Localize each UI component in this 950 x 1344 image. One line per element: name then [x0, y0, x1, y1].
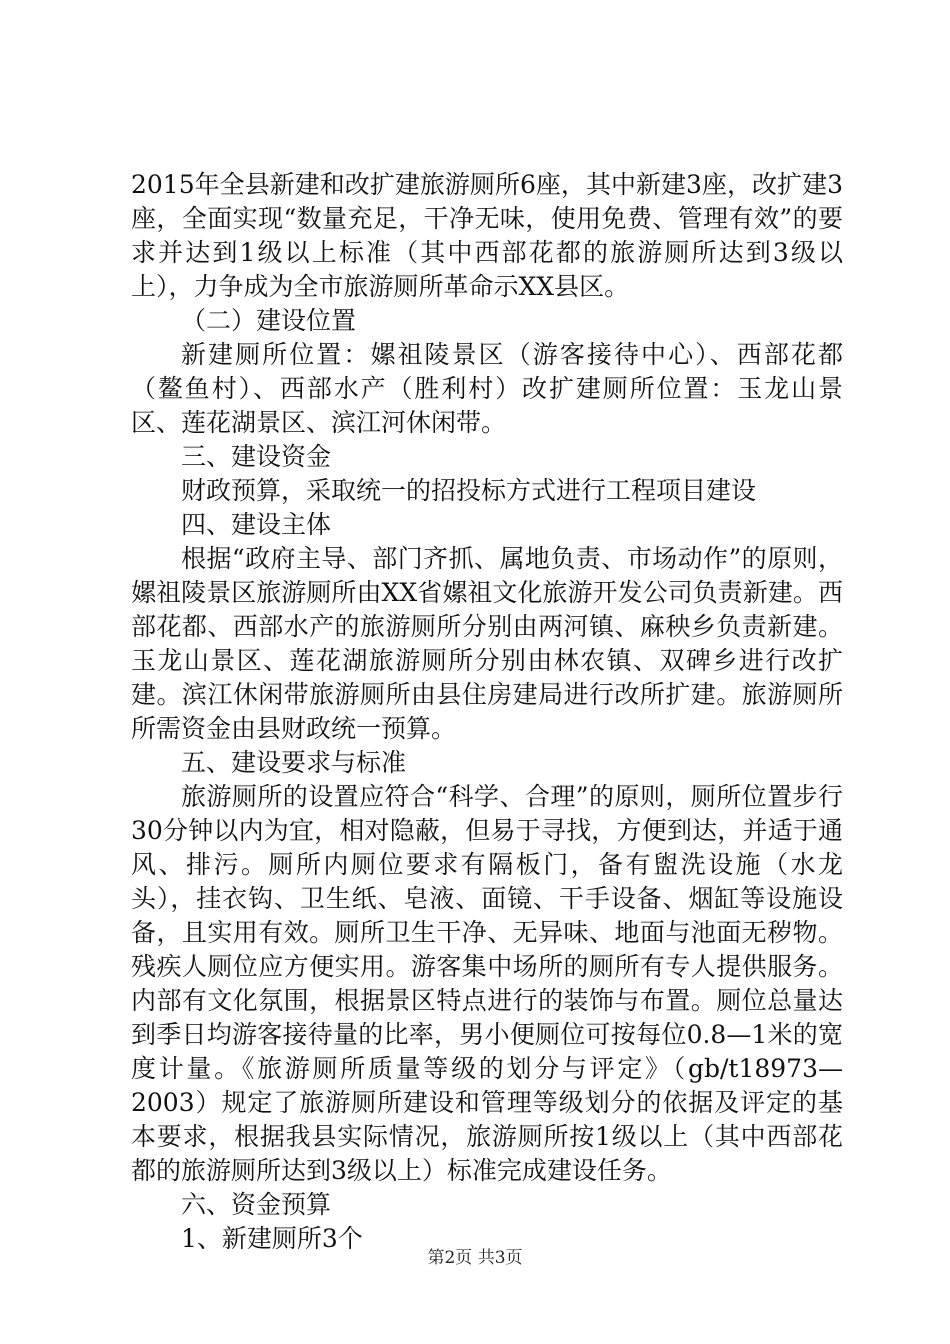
heading-construction-funds: 三、建设资金 [181, 442, 332, 471]
paragraph-entity: 根据“政府主导、部门齐抓、属地负责、市场动作”的原则，嫘祖陵景区旅游厕所由XX省嫘祖文化旅游开发公司负责新建。西部花都、西部水产的旅游厕所分别由两河镇、麻秧乡负责新建。玉龙山景区、莲花湖旅游厕所分别由林农镇、双碑乡进行改扩建。滨江休闲带旅游厕所由县住房建局进行改所扩建。旅游厕所所需资金由县财政统一预算。 [131, 544, 843, 743]
paragraph-intro: 2015年全县新建和改扩建旅游厕所6座，其中新建3座，改扩建3座，全面实现“数量充足，干净无味，使用免费、管理有效”的要求并达到1级以上标准（其中西部花都的旅游厕所达到3级以上），力争成为全市旅游厕所革命示XX县区。 [131, 170, 843, 301]
heading-requirements: 五、建设要求与标准 [181, 748, 407, 777]
paragraph-requirements: 旅游厕所的设置应符合“科学、合理”的原则，厕所位置步行30分钟以内为宜，相对隐蔽，但易于寻找，方便到达，并适于通风、排污。厕所内厕位要求有隔板门，备有盥洗设施（水龙头），挂衣钩、卫生纸、皂液、面镜、干手设备、烟缸等设施设备，且实用有效。厕所卫生干净、无异味、地面与池面无秽物。残疾人厕位应方便实用。游客集中场所的厕所有专人提供服务。内部有文化氛围，根据景区特点进行的装饰与布置。厕位总量达到季日均游客接待量的比率，男小便厕位可按每位0.8—1米的宽度计量。《旅游厕所质量等级的划分与评定》（gb/t18973—2003）规定了旅游厕所建设和管理等级划分的依据及评定的基本要求，根据我县实际情况，旅游厕所按1级以上（其中西部花都的旅游厕所达到3级以上）标准完成建设任务。 [131, 782, 843, 1185]
document-body [131, 168, 843, 1256]
heading-budget: 六、资金预算 [181, 1190, 332, 1219]
paragraph-locations: 新建厕所位置：嫘祖陵景区（游客接待中心）、西部花都（鳌鱼村）、西部水产（胜利村）改扩建厕所位置：玉龙山景区、莲花湖景区、滨江河休闲带。 [131, 340, 843, 437]
heading-construction-location: （二）建设位置 [181, 306, 357, 335]
paragraph-budget-item: 1、新建厕所3个 [181, 1224, 363, 1253]
heading-construction-entity: 四、建设主体 [181, 510, 332, 539]
paragraph-funds: 财政预算，采取统一的招投标方式进行工程项目建设 [181, 476, 757, 505]
page-number-footer: 第2页 共3页 [427, 1248, 523, 1268]
